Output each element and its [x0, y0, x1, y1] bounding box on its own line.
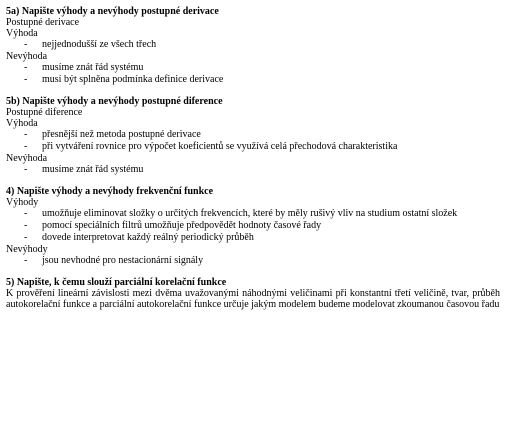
pros-label: Výhoda	[6, 118, 38, 129]
section-heading: 5b) Napište výhody a nevýhody postupné diference	[6, 96, 223, 107]
document	[6, 6, 500, 321]
list-item	[6, 39, 500, 50]
list-item	[6, 74, 500, 85]
section-paragraph: K prověření lineární závislosti mezi dvěma uvažovanými náhodnými veličinami při konstantní třetí veličině, tvar, průběh autokorelační funkce a parciální autokorelační funkce určuje jakým modelem budeme modelovat zkoumanou časovou řadu	[6, 288, 500, 310]
dash-bullet: -	[24, 164, 28, 175]
list-item-text: musí být splněna podmínka definice derivace	[42, 74, 224, 85]
list-item	[6, 62, 500, 73]
list-item-text: při vytváření rovnice pro výpočet koeficientů se využívá celá přechodová charakteristika	[42, 141, 398, 152]
section-heading: 4) Napište výhody a nevýhody frekvenční funkce	[6, 186, 214, 197]
section-5a	[6, 6, 500, 85]
list-item	[6, 255, 500, 266]
list-item-text: dovede interpretovat každý reálný periodický průběh	[42, 232, 254, 243]
section-5b	[6, 96, 500, 175]
list-item-text: jsou nevhodné pro nestacionární signály	[42, 255, 204, 266]
list-item	[6, 164, 500, 175]
section-4	[6, 186, 500, 266]
list-item	[6, 232, 500, 243]
list-item-text: pomocí speciálních filtrů umožňuje předpovědět hodnoty časové řady	[42, 220, 322, 231]
dash-bullet: -	[24, 74, 28, 85]
cons-list	[6, 164, 500, 175]
cons-list	[6, 62, 500, 85]
cons-label: Nevýhody	[6, 244, 48, 255]
cons-label: Nevýhoda	[6, 51, 48, 62]
list-item	[6, 208, 500, 219]
list-item-text: musíme znát řád systému	[42, 62, 144, 73]
cons-list	[6, 255, 500, 266]
list-item	[6, 129, 500, 140]
list-item	[6, 141, 500, 152]
dash-bullet: -	[24, 255, 28, 266]
dash-bullet: -	[24, 129, 28, 140]
dash-bullet: -	[24, 39, 28, 50]
list-item-text: nejjednodušší ze všech třech	[42, 39, 157, 50]
dash-bullet: -	[24, 208, 28, 219]
list-item-text: přesnější než metoda postupné derivace	[42, 129, 201, 140]
cons-label: Nevýhoda	[6, 153, 48, 164]
section-heading: 5) Napište, k čemu slouží parciální korelační funkce	[6, 277, 227, 288]
dash-bullet: -	[24, 62, 28, 73]
pros-list	[6, 129, 500, 152]
pros-list	[6, 208, 500, 243]
pros-label: Výhody	[6, 197, 39, 208]
pros-label: Výhoda	[6, 28, 38, 39]
section-heading: 5a) Napište výhody a nevýhody postupné derivace	[6, 6, 219, 17]
section-5	[6, 277, 500, 310]
section-intro: Postupné derivace	[6, 17, 80, 28]
section-intro: Postupné diference	[6, 107, 83, 118]
dash-bullet: -	[24, 232, 28, 243]
pros-list	[6, 39, 500, 50]
dash-bullet: -	[24, 220, 28, 231]
dash-bullet: -	[24, 141, 28, 152]
list-item	[6, 220, 500, 231]
list-item-text: musíme znát řád systému	[42, 164, 144, 175]
list-item-text: umožňuje eliminovat složky o určitých frekvencích, které by měly rušivý vliv na studium ostatní složek	[42, 208, 458, 219]
